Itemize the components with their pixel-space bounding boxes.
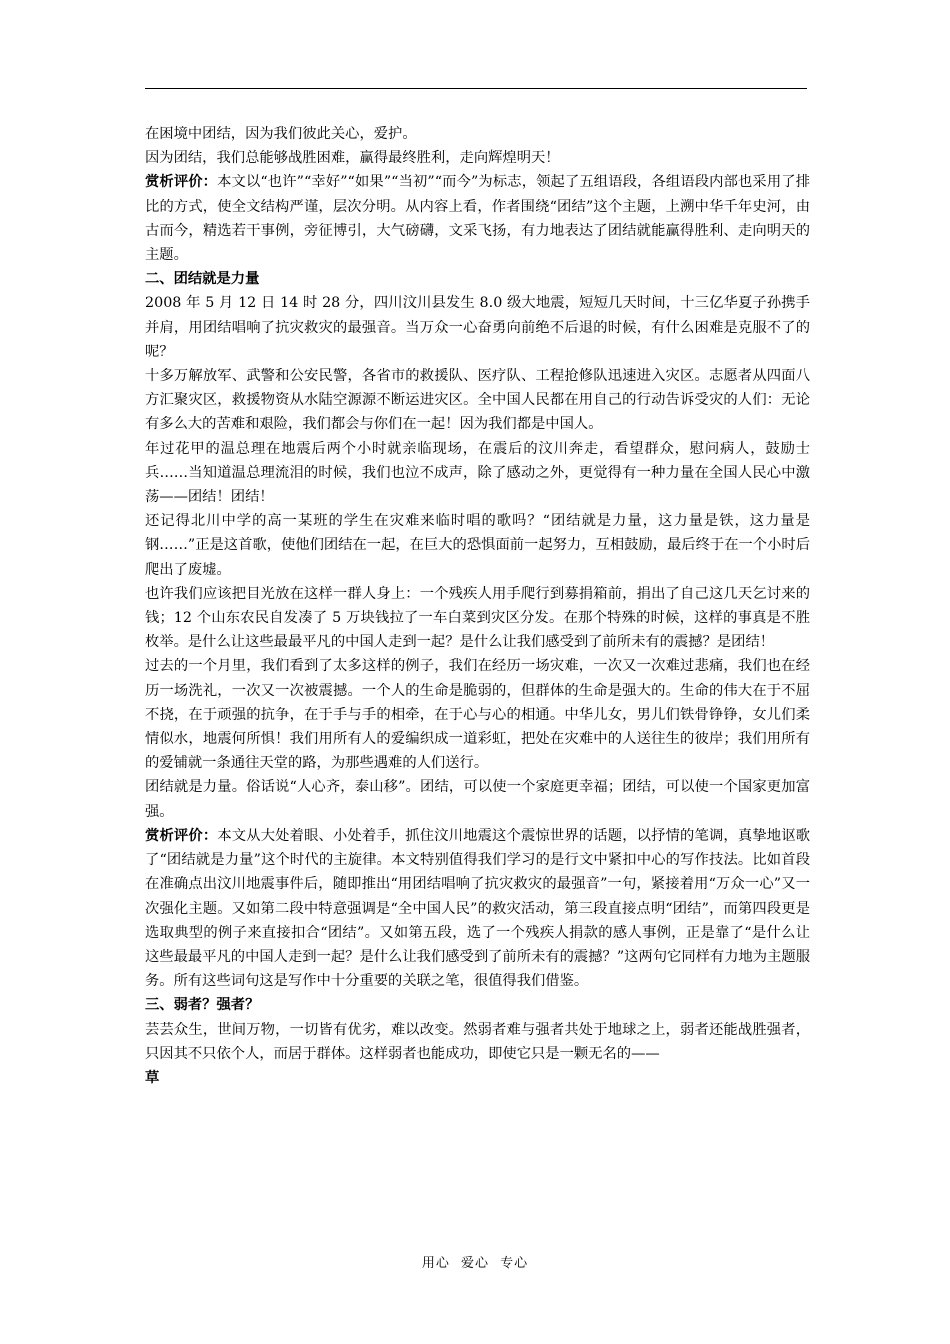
paragraph: 在困境中团结，因为我们彼此关心，爱护。 xyxy=(145,126,417,142)
review-paragraph xyxy=(145,170,810,267)
review-label: 赏析评价： xyxy=(145,174,218,191)
paragraph: 十多万解放军、武警和公安民警，各省市的救援队、医疗队、工程抢修队迅速进入灾区。志愿者从四面八方汇聚灾区，救援物资从水陆空源源不断运进灾区。全中国人民都在用自己的行动告诉受灾的人们：无论有多么大的苦难和艰险，我们都会与你们在一起！因为我们都是中国人。 xyxy=(145,368,810,433)
paragraph: 因为团结，我们总能够战胜困难，赢得最终胜利，走向辉煌明天！ xyxy=(145,150,560,167)
paragraph: 芸芸众生，世间万物，一切皆有优劣，难以改变。然弱者难与强者共处于地球之上，弱者还能战胜强者，只因其不只依个人，而居于群体。这样弱者也能成功，即使它只是一颗无名的—— xyxy=(145,1021,810,1062)
document-body xyxy=(145,122,810,1090)
review-label: 赏析评价： xyxy=(145,827,218,844)
header-rule xyxy=(145,88,807,89)
page-footer: 用心 爱心 专心 xyxy=(421,1256,529,1271)
review-paragraph xyxy=(145,824,810,993)
paragraph: 草 xyxy=(145,1069,160,1086)
paragraph: 2008 年 5 月 12 日 14 时 28 分，四川汶川县发生 8.0 级大地震，短短几天时间，十三亿华夏子孙携手并肩，用团结唱响了抗灾救灾的最强音。当万众一心奋勇向前绝不后退的时候，有什么困难是克服不了的呢？ xyxy=(145,295,810,360)
paragraph: 过去的一个月里，我们看到了太多这样的例子，我们在经历一场灾难，一次又一次难过悲痛，我们也在经历一场洗礼，一次又一次被震撼。一个人的生命是脆弱的，但群体的生命是强大的。生命的伟大在于不屈不挠，在于顽强的抗争，在于手与手的相牵，在于心与心的相通。中华儿女，男儿们铁骨铮铮，女儿们柔情似水，地震何所惧！我们用所有人的爱编织成一道彩虹，把处在灾难中的人送往生的彼岸；我们用所有的爱铺就一条通往天堂的路，为那些遇难的人们送行。 xyxy=(145,658,810,772)
paragraph: 还记得北川中学的高一某班的学生在灾难来临时唱的歌吗？“团结就是力量，这力量是铁，这力量是钢……”正是这首歌，使他们团结在一起，在巨大的恐惧面前一起努力，互相鼓励，最后终于在一个小时后爬出了废墟。 xyxy=(145,513,810,578)
paragraph: 团结就是力量。俗话说“人心齐，泰山移”。团结，可以使一个家庭更幸福；团结，可以使一个国家更加富强。 xyxy=(145,779,810,820)
section-heading: 三、弱者？强者？ xyxy=(145,997,260,1014)
section-heading: 二、团结就是力量 xyxy=(145,271,260,288)
paragraph: 年过花甲的温总理在地震后两个小时就亲临现场，在震后的汶川奔走，看望群众，慰问病人，鼓励士兵……当知道温总理流泪的时候，我们也泣不成声，除了感动之外，更觉得有一种力量在全国人民心中激荡——团结！团结！ xyxy=(145,440,810,506)
paragraph: 也许我们应该把目光放在这样一群人身上：一个残疾人用手爬行到募捐箱前，捐出了自己这几天乞讨来的钱；12 个山东农民自发凑了 5 万块钱拉了一车白菜到灾区分发。在那个特殊的时候，这样的事真是不胜枚举。是什么让这些最最平凡的中国人走到一起？是什么让我们感受到了前所未有的震撼？是团结！ xyxy=(145,585,810,651)
review-text: 本文以“也许”“幸好”“如果”“当初”“而今”为标志，领起了五组语段，各组语段内部也采用了排比的方式，使全文结构严谨，层次分明。从内容上看，作者围绕“团结”这个主题，上溯中华千年史河，由古而今，精选若干事例，旁征博引，大气磅礴，文采飞扬，有力地表达了团结就能赢得胜利、走向明天的主题。 xyxy=(145,174,810,264)
review-text: 本文从大处着眼、小处着手，抓住汶川地震这个震惊世界的话题，以抒情的笔调，真挚地讴歌了“团结就是力量”这个时代的主旋律。本文特别值得我们学习的是行文中紧扣中心的写作技法。比如首段在准确点出汶川地震事件后，随即推出“用团结唱响了抗灾救灾的最强音”一句，紧接着用“万众一心”又一次强化主题。又如第二段中特意强调是“全中国人民”的救灾活动，第三段直接点明“团结”，而第四段更是选取典型的例子来直接扣合“团结”。又如第五段，选了一个残疾人捐款的感人事例，正是靠了“是什么让这些最最平凡的中国人走到一起？是什么让我们感受到了前所未有的震撼？”这两句它同样有力地为主题服务。所有这些词句这是写作中十分重要的关联之笔，很值得我们借鉴。 xyxy=(145,827,811,990)
